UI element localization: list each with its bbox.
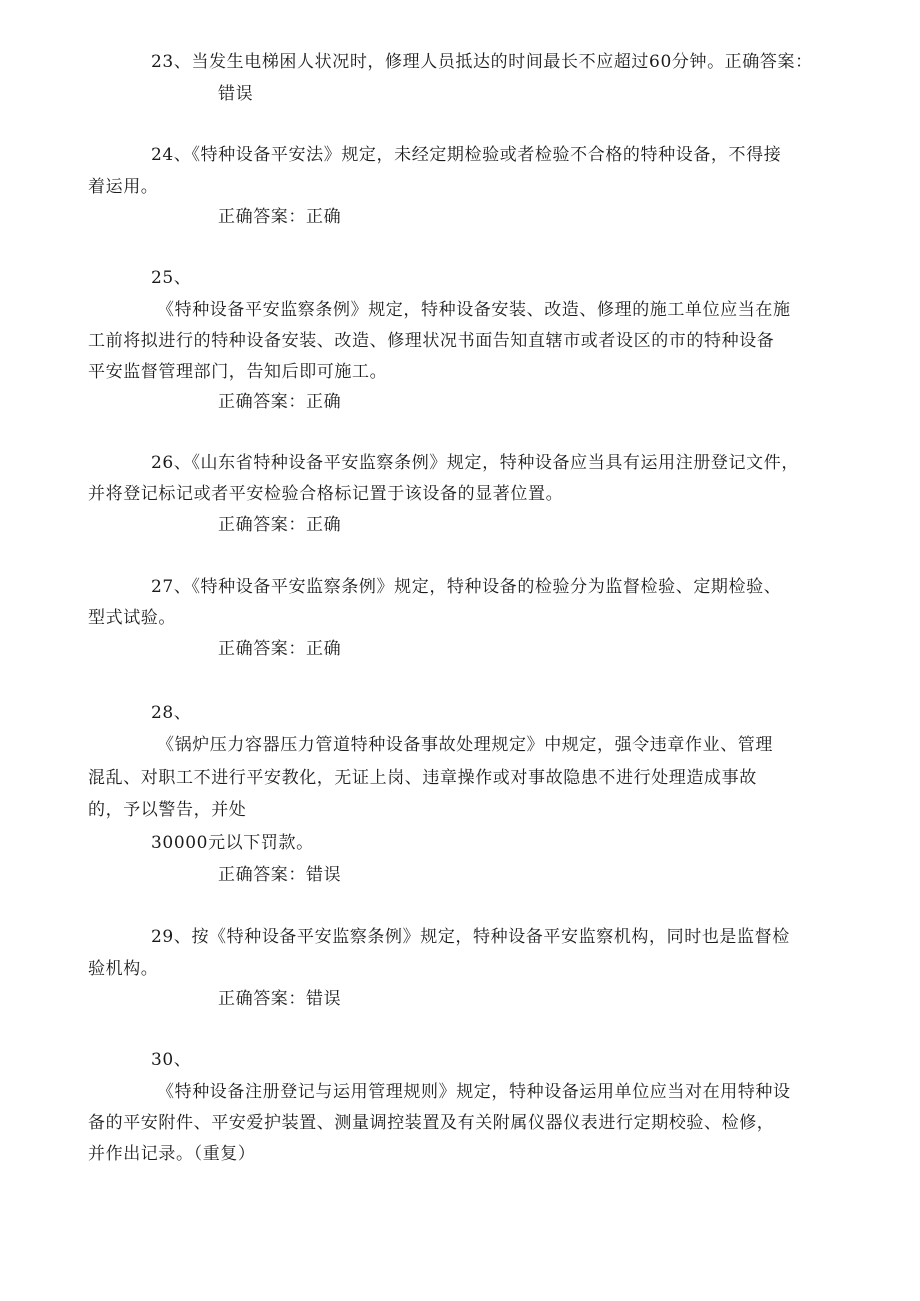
question-number: 29、	[151, 927, 192, 947]
question-number: 28、	[151, 703, 192, 723]
question-text: 备的平安附件、平安爱护装置、测量调控装置及有关附属仪器仪表进行定期校验、检修，	[88, 1113, 775, 1133]
question-text: 当发生电梯困人状况时，修理人员抵达的时间最长不应超过60分钟。正确答案：	[191, 52, 813, 72]
question-text: 《特种设备平安监察条例》规定，特种设备安装、改造、修理的施工单位应当在施	[157, 300, 791, 320]
question-text: 《山东省特种设备平安监察条例》规定，特种设备应当具有运用注册登记文件，	[191, 453, 799, 473]
answer-text: 正确答案：正确	[218, 639, 342, 659]
question-text: 《特种设备平安法》规定，未经定期检验或者检验不合格的特种设备，不得接	[191, 145, 782, 165]
question-text: 《特种设备注册登记与运用管理规则》规定，特种设备运用单位应当对在用特种设	[157, 1082, 791, 1102]
answer-text: 正确答案：正确	[218, 515, 342, 535]
question-text: 验机构。	[88, 959, 159, 979]
question-text: 并作出记录。（重复）	[88, 1144, 256, 1164]
question-number: 30、	[151, 1050, 192, 1070]
question-text: 《锅炉压力容器压力管道特种设备事故处理规定》中规定，强令违章作业、管理	[157, 735, 773, 755]
question-text: 着运用。	[88, 177, 159, 197]
question-text: 并将登记标记或者平安检验合格标记置于该设备的显著位置。	[88, 484, 564, 504]
question-text: 30000元以下罚款。	[151, 833, 314, 853]
answer-text: 正确答案：正确	[218, 207, 342, 227]
answer-text: 正确答案：正确	[218, 392, 342, 412]
question-number: 25、	[151, 268, 192, 288]
answer-text: 正确答案：错误	[218, 989, 342, 1009]
question-text: 的，予以警告，并处	[88, 800, 247, 820]
answer-text: 错误	[218, 84, 254, 104]
question-text: 《特种设备平安监察条例》规定，特种设备的检验分为监督检验、定期检验、	[191, 577, 782, 597]
question-text: 平安监督管理部门，告知后即可施工。	[88, 362, 388, 382]
question-text: 混乱、对职工不进行平安教化，无证上岗、违章操作或对事故隐患不进行处理造成事故	[88, 768, 757, 788]
question-number: 24、	[151, 145, 192, 165]
question-text: 按《特种设备平安监察条例》规定，特种设备平安监察机构，同时也是监督检	[191, 927, 790, 947]
question-text: 工前将拟进行的特种设备安装、改造、修理状况书面告知直辖市或者设区的市的特种设备	[88, 331, 775, 351]
question-number: 23、	[151, 52, 192, 72]
question-number: 26、	[151, 453, 192, 473]
question-text: 型式试验。	[88, 608, 176, 628]
answer-text: 正确答案：错误	[218, 865, 342, 885]
question-number: 27、	[151, 577, 192, 597]
